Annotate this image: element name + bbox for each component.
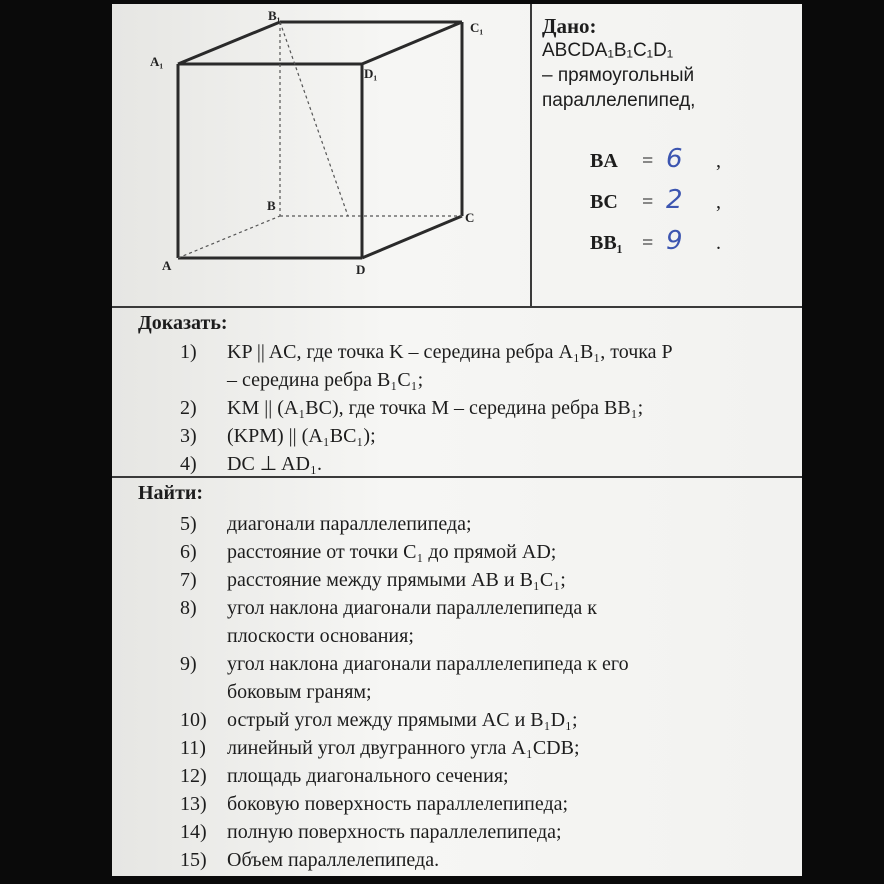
edge-d1c1 xyxy=(362,22,462,64)
item-text: полную поверхность параллелепипеда; xyxy=(227,821,562,843)
handwritten-value: 2 xyxy=(666,185,683,215)
item-text: боковую поверхность параллелепипеда; xyxy=(227,793,569,815)
list-item xyxy=(180,538,792,566)
divider-middle xyxy=(112,476,802,478)
list-item xyxy=(180,706,792,734)
hidden-edges xyxy=(178,22,462,258)
value-label: BC xyxy=(590,191,618,213)
vertex-label-d: D xyxy=(356,262,366,277)
item-number: 3) xyxy=(180,425,197,447)
list-item xyxy=(180,846,792,874)
item-text: Объем параллелепипеда. xyxy=(227,849,440,871)
list-item xyxy=(180,510,792,538)
list-item xyxy=(180,762,792,790)
vertex-label-a: A xyxy=(162,258,172,273)
list-item xyxy=(180,338,792,394)
item-text: расстояние от точки C₁ до прямой AD; xyxy=(227,541,557,563)
equals-sign: = xyxy=(642,191,654,213)
item-number: 6) xyxy=(180,541,197,563)
find-list xyxy=(180,510,792,874)
prove-title: Доказать: xyxy=(138,312,228,334)
vertex-label-c1: C₁ xyxy=(470,20,484,35)
item-text: острый угол между прямыми AC и B₁D₁; xyxy=(227,709,578,731)
value-row-ba xyxy=(590,144,790,185)
value-label: BB₁ xyxy=(590,232,623,254)
item-text: плоскости основания; xyxy=(227,625,414,647)
item-text: диагонали параллелепипеда; xyxy=(227,513,472,535)
given-values xyxy=(590,144,790,267)
item-number: 2) xyxy=(180,397,197,419)
edge-a1b1 xyxy=(178,22,280,64)
item-text: угол наклона диагонали параллелепипеда к его xyxy=(227,653,629,675)
item-number: 7) xyxy=(180,569,197,591)
item-text: расстояние между прямыми AB и B₁C₁; xyxy=(227,569,566,591)
handwritten-value: 6 xyxy=(666,144,683,174)
list-item xyxy=(180,790,792,818)
value-row-bb1 xyxy=(590,226,790,267)
item-text: (KPM) || (A₁BC₁); xyxy=(227,425,376,447)
item-number: 8) xyxy=(180,597,197,619)
given-block xyxy=(542,14,797,113)
item-text: KM || (A₁BC), где точка M – середина ребра BB₁; xyxy=(227,397,644,419)
given-line: параллелепипед, xyxy=(542,90,696,111)
column-divider xyxy=(530,4,532,306)
value-row-bc xyxy=(590,185,790,226)
punctuation: . xyxy=(716,232,721,254)
item-number: 5) xyxy=(180,513,197,535)
list-item xyxy=(180,566,792,594)
item-text: линейный угол двугранного угла A₁CDB; xyxy=(227,737,580,759)
list-item xyxy=(180,734,792,762)
equals-sign: = xyxy=(642,232,654,254)
divider-top xyxy=(112,306,802,308)
item-number: 9) xyxy=(180,653,197,675)
item-text: DC ⊥ AD₁. xyxy=(227,453,322,475)
list-item xyxy=(180,818,792,846)
item-number: 15) xyxy=(180,849,207,871)
parallelepiped-figure xyxy=(112,4,530,306)
punctuation: , xyxy=(716,191,721,213)
list-item xyxy=(180,422,792,450)
worksheet xyxy=(112,4,802,876)
segment-b1-base xyxy=(280,22,348,216)
item-number: 14) xyxy=(180,821,207,843)
edge-ab xyxy=(178,216,280,258)
item-number: 4) xyxy=(180,453,197,475)
punctuation: , xyxy=(716,150,721,172)
visible-edges xyxy=(178,22,462,258)
item-text: боковым граням; xyxy=(227,681,372,703)
value-label: BA xyxy=(590,150,618,172)
list-item xyxy=(180,450,792,478)
item-number: 10) xyxy=(180,709,207,731)
item-text: KP || AC, где точка K – середина ребра A₁B₁, точка P xyxy=(227,341,673,363)
item-text: площадь диагонального сечения; xyxy=(227,765,509,787)
edge-dc xyxy=(362,216,462,258)
given-line: – прямоугольный xyxy=(542,65,695,86)
handwritten-value: 9 xyxy=(666,226,683,256)
list-item xyxy=(180,650,792,706)
vertex-label-a1: A₁ xyxy=(150,54,164,69)
vertex-label-b: B xyxy=(267,198,276,213)
equals-sign: = xyxy=(642,150,654,172)
vertex-label-c: C xyxy=(465,210,475,225)
item-number: 11) xyxy=(180,737,206,759)
item-number: 12) xyxy=(180,765,207,787)
prove-list xyxy=(180,338,792,478)
list-item xyxy=(180,594,792,650)
find-title: Найти: xyxy=(138,482,204,504)
list-item xyxy=(180,394,792,422)
item-text: – середина ребра B₁C₁; xyxy=(227,369,424,391)
vertex-label-b1: B₁ xyxy=(268,8,281,23)
item-text: угол наклона диагонали параллелепипеда к xyxy=(227,597,597,619)
given-line: ABCDA₁B₁C₁D₁ xyxy=(542,40,674,61)
item-number: 13) xyxy=(180,793,207,815)
item-number: 1) xyxy=(180,341,197,363)
given-title: Дано: xyxy=(542,14,597,38)
vertex-label-d1: D₁ xyxy=(364,66,378,81)
